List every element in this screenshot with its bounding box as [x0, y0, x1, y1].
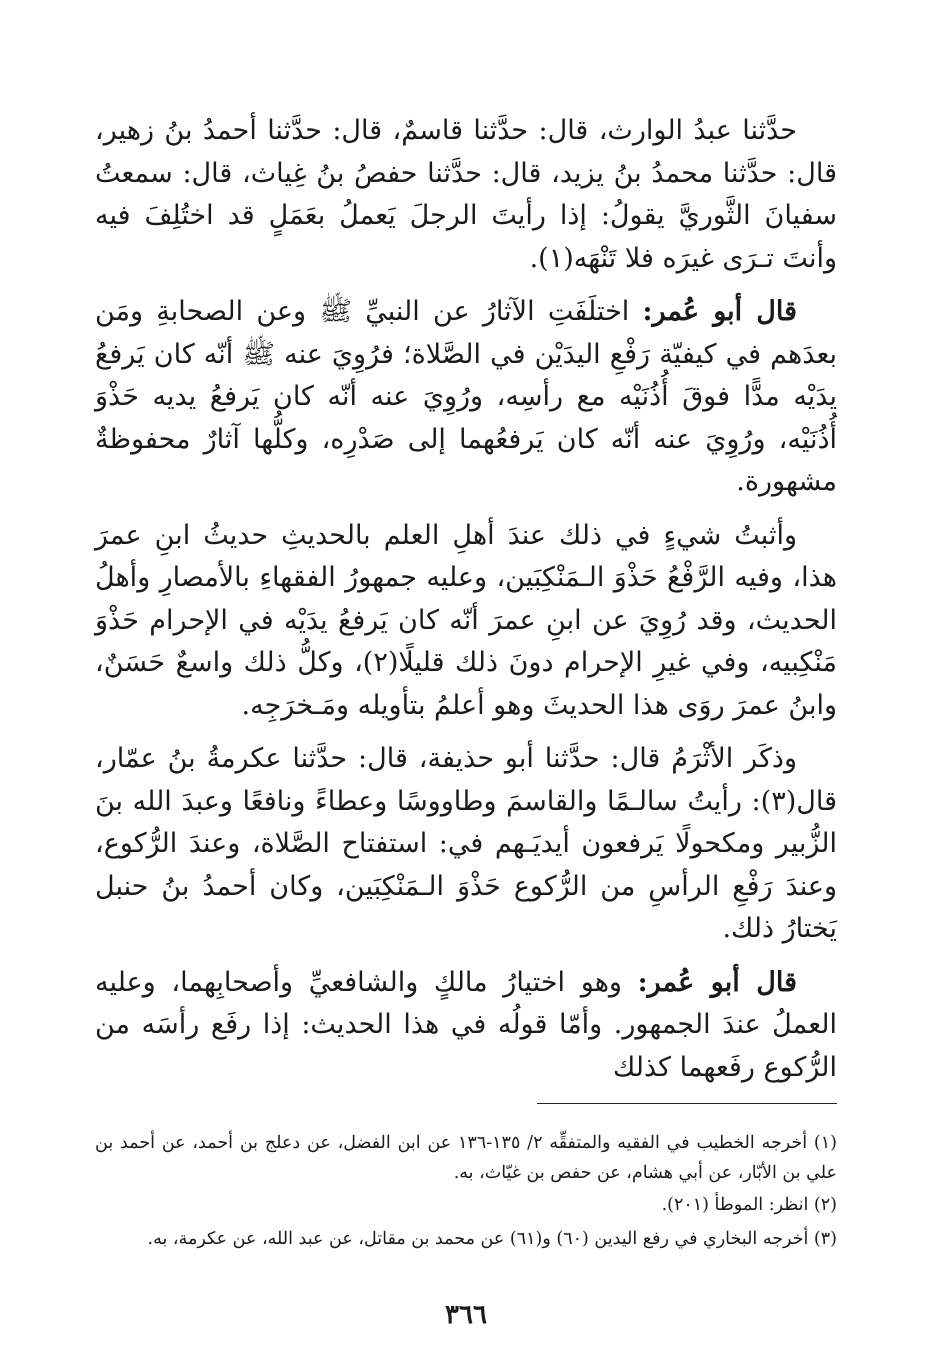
- paragraph-text: وهو اختيارُ مالكٍ والشافعيِّ وأصحابِهما، وعليه العملُ عندَ الجمهور. وأمّا قولُه في هذا الحديث: إذا رفَع رأسَه من الرُّكوع رفَعهما كذلك: [95, 966, 837, 1083]
- paragraph-abu-umar-2: [95, 962, 837, 1090]
- paragraph-text: وأثبتُ شيءٍ في ذلك عندَ أهلِ العلم بالحديثِ حديثُ ابنِ عمرَ هذا، وفيه الرَّفْعُ حَذْوَ الـمَنْكِبَين، وعليه جمهورُ الفقهاءِ بالأمصارِ وأهلُ الحديث، وقد رُوِيَ عن ابنِ عمرَ أنّه كان يَرفعُ يدَيْه في الإحرام حَذْوَ مَنْكِبيه، وفي غيرِ الإحرام دونَ ذلك قليلًا(٢)، وكلُّ ذلك واسعٌ حَسَنٌ، وابنُ عمرَ روَى هذا الحديثَ وهو أعلمُ بتأويله ومَـخرَجِه.: [95, 519, 837, 721]
- page-number: ٣٦٦: [445, 1300, 487, 1330]
- paragraph-text: اختلَفَتِ الآثارُ عن النبيِّ ﷺ وعن الصحابةِ ومَن بعدَهم في كيفيّة رَفْعِ اليدَيْن في الصَّلاة؛ فرُوِيَ عنه ﷺ أنّه كان يَرفعُ يدَيْه مدًّا فوقَ أُذُنَيْه مع رأسِه، ورُوِيَ عنه أنّه كان يَرفعُ يديه حَذْوَ أُذُنَيْه، ورُوِيَ عنه أنّه كان يَرفعُهما إلى صَدْرِه، وكلُّها آثارٌ محفوظةٌ مشهورة.: [95, 296, 837, 497]
- speaker-label: قال أبو عُمر:: [642, 296, 797, 327]
- book-page: [95, 110, 837, 1350]
- footnote-1: (١) أخرجه الخطيب في الفقيه والمتفقِّه ٢/ ١٣٥-١٣٦ عن ابن الفضل، عن دعلج بن أحمد، عن أحمد بن علي بن الأبّار، عن أبي هشام، عن حفص بن غيّاث، به.: [95, 1133, 837, 1183]
- paragraph-abu-umar-1: [95, 291, 837, 504]
- paragraph-athram: [95, 738, 837, 951]
- footnote-2: (٢) انظر: الموطأ (٢٠١).: [661, 1195, 837, 1215]
- footnote-3: (٣) أخرجه البخاري في رفع اليدين (٦٠) و(٦١) عن محمد بن مقاتل، عن عبد الله، عن عكرمة، به.: [147, 1229, 837, 1249]
- speaker-label: قال أبو عُمر:: [637, 966, 797, 998]
- paragraph-ibn-umar: [95, 515, 837, 728]
- footnotes: [95, 1128, 837, 1258]
- footnote-separator: [537, 1103, 837, 1104]
- paragraph-text: حدَّثنا عبدُ الوارث، قال: حدَّثنا قاسمٌ، قال: حدَّثنا أحمدُ بنُ زهير، قال: حدَّثنا محمدُ بنُ يزيد، قال: حدَّثنا حفصُ بنُ غِياث، قال: سمعتُ سفيانَ الثَّوريَّ يقولُ: إذا رأيتَ الرجلَ يَعملُ بعَمَلٍ قد اختُلِفَ فيه وأنتَ تـرَى غيرَه فلا تَنْهَه(١).: [95, 115, 837, 274]
- paragraph-isnad: [95, 110, 837, 280]
- main-text: [95, 110, 837, 1100]
- paragraph-text: وذكَر الأثْرَمُ قال: حدَّثنا أبو حذيفة، قال: حدَّثنا عكرمةُ بنُ عمّار، قال(٣): رأيتُ سالـمًا والقاسمَ وطاووسًا وعطاءً ونافعًا وعبدَ الله بنَ الزُّبير ومكحولًا يَرفعون أيديَـهم في: استفتاح الصَّلاة، وعندَ الرُّكوع، وعندَ رَفْعِ الرأسِ من الرُّكوع حَذْوَ الـمَنْكِبَين، وكان أحمدُ بنُ حنبل يَختارُ ذلك.: [95, 743, 837, 944]
